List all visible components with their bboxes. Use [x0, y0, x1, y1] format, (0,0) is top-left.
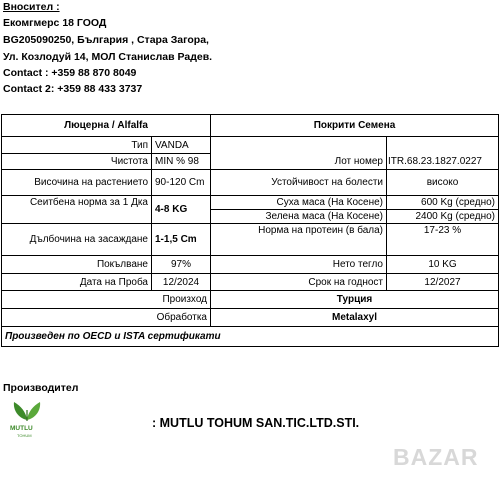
table-row — [2, 170, 499, 196]
importer-company: Екомгмерс 18 ГООД — [3, 17, 107, 29]
protein-label: Норма на протеин (в бала) — [211, 224, 387, 256]
origin-label: Произход — [2, 291, 211, 309]
depth-value: 1-1,5 Cm — [152, 224, 211, 256]
importer-contact-1: Contact : +359 88 870 8049 — [3, 67, 137, 79]
protein-value: 17-23 % — [387, 224, 499, 256]
logo-wordmark: MUTLU — [10, 425, 33, 432]
treatment-label: Обработка — [2, 309, 211, 327]
lot-label: Лот номер — [211, 137, 387, 170]
test-date-value: 12/2024 — [152, 274, 211, 291]
resistance-label: Устойчивост на болести — [211, 170, 387, 196]
producer-label: Производител — [3, 382, 79, 394]
green-label: Зелена маса (На Косене) — [211, 210, 387, 224]
dry-label: Суха маса (На Косене) — [211, 196, 387, 210]
table-row — [2, 224, 499, 256]
table-row — [2, 256, 499, 274]
importer-contact-2: Contact 2: +359 88 433 3737 — [3, 83, 143, 95]
rate-value: 4-8 KG — [152, 196, 211, 224]
resistance-value: високо — [387, 170, 499, 196]
product-title: Люцерна / Alfalfa — [2, 115, 211, 137]
net-label: Нето тегло — [211, 256, 387, 274]
dry-value: 600 Kg (средно) — [387, 196, 499, 210]
importer-title: Вносител : — [3, 1, 60, 13]
origin-value: Турция — [211, 291, 499, 309]
germination-value: 97% — [152, 256, 211, 274]
expiry-value: 12/2027 — [387, 274, 499, 291]
purity-value: MIN % 98 — [152, 154, 211, 170]
depth-label: Дълбочина на засаждане — [2, 224, 152, 256]
purity-label: Чистота — [2, 154, 152, 170]
net-value: 10 KG — [387, 256, 499, 274]
importer-id-city: BG205090250, България , Стара Загора, — [3, 34, 209, 46]
bazar-watermark: BAZAR — [393, 444, 479, 470]
mutlu-leaf-logo — [8, 398, 46, 438]
type-value: VANDA — [152, 137, 211, 154]
rate-label: Сеитбена норма за 1 Дка — [2, 196, 152, 224]
type-label: Тип — [2, 137, 152, 154]
table-row — [2, 137, 499, 154]
treatment-value: Metalaxyl — [211, 309, 499, 327]
germination-label: Покълване — [2, 256, 152, 274]
certification-note: Произведен по OECD и ISTA сертификати — [2, 327, 499, 347]
table-row — [2, 196, 499, 210]
producer-name: : MUTLU TOHUM SAN.TIC.LTD.STI. — [152, 416, 360, 430]
table-row — [2, 274, 499, 291]
test-date-label: Дата на Проба — [2, 274, 152, 291]
logo-subtext: TOHUM — [17, 433, 32, 438]
lot-value: ITR.68.23.1827.0227 — [387, 137, 499, 170]
height-label: Височина на растението — [2, 170, 152, 196]
importer-address: Ул. Козлодуй 14, МОЛ Станислав Радев. — [3, 51, 213, 63]
table-row — [2, 291, 499, 309]
table-row — [2, 309, 499, 327]
height-value: 90-120 Cm — [152, 170, 211, 196]
table-row — [2, 327, 499, 347]
table-row — [2, 115, 499, 137]
expiry-label: Срок на годност — [211, 274, 387, 291]
spec-table — [1, 114, 499, 347]
coating-title: Покрити Семена — [211, 115, 499, 137]
green-value: 2400 Kg (средно) — [387, 210, 499, 224]
